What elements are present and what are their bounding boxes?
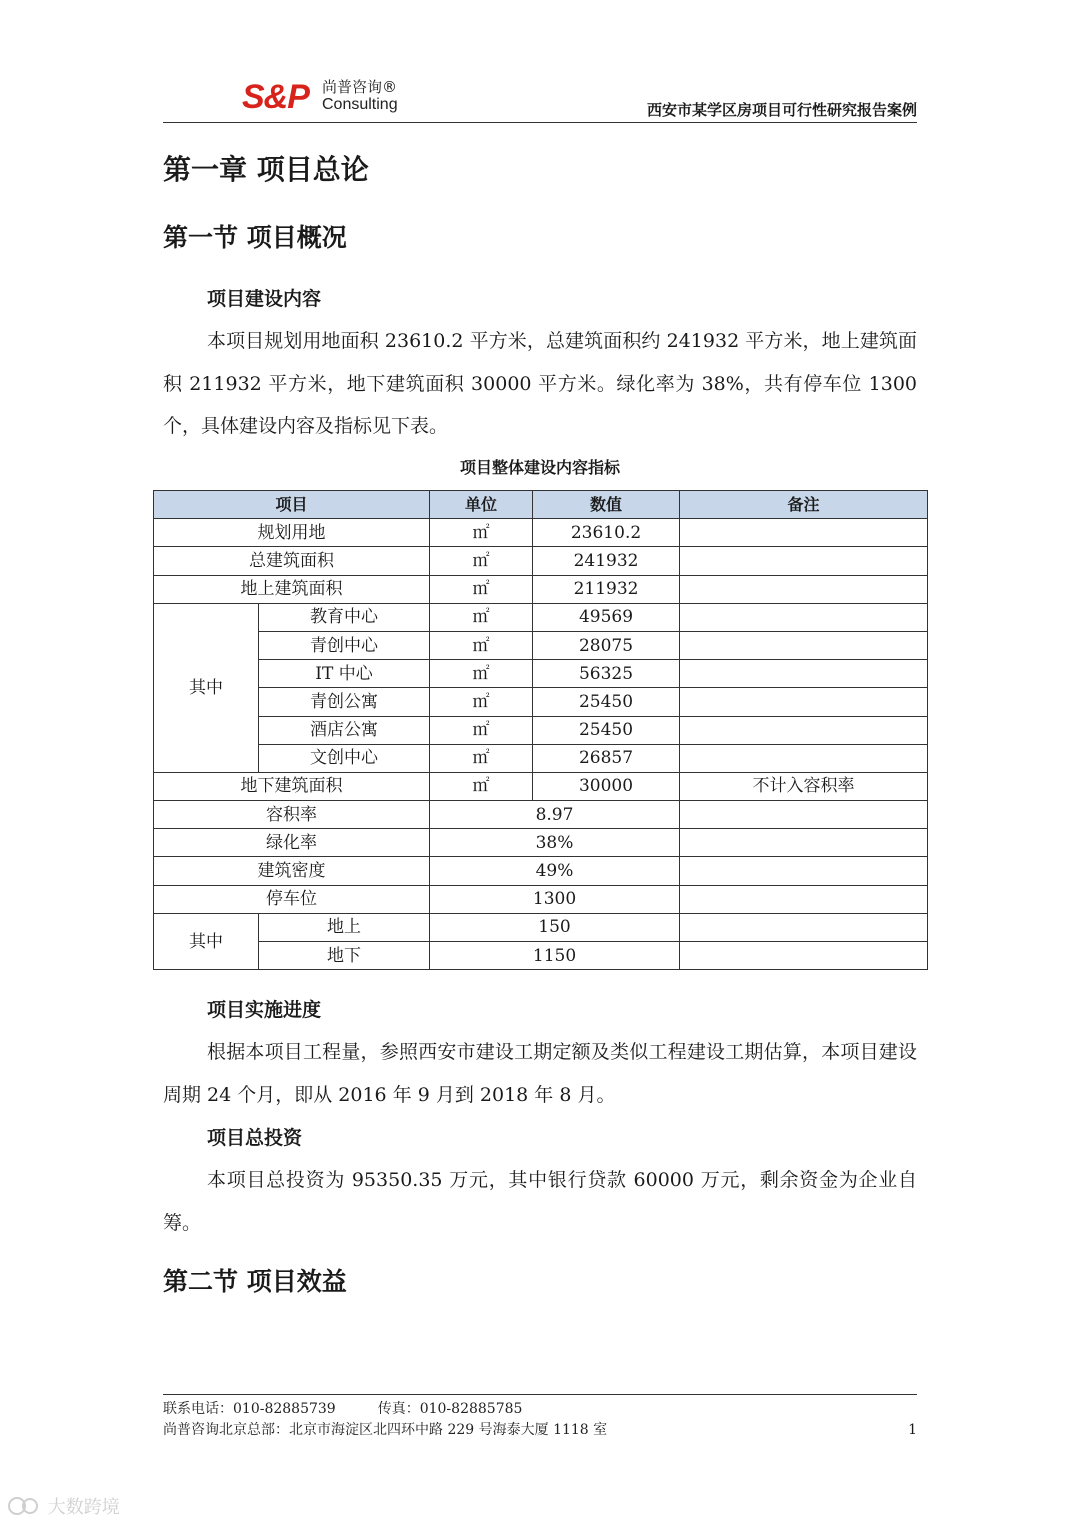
footer-address: 尚普咨询北京总部：北京市海淀区北四环中路 229 号海泰大厦 1118 室 [163, 1422, 608, 1438]
header-value: 数值 [533, 491, 680, 519]
subheading-investment: 项目总投资 [207, 1127, 303, 1149]
paragraph-construction-content: 本项目规划用地面积 23610.2 平方米，总建筑面积约 241932 平方米，地上建筑面积 211932 平方米，地下建筑面积 30000 平方米。绿化率为 38%，共有停车位 1300 个，具体建设内容及指标见下表。 [163, 330, 917, 437]
chapter-title: 第一章 项目总论 [163, 153, 369, 186]
table-row: 规划用地 ㎡ 23610.2 [154, 519, 928, 547]
section-title-overview: 第一节 项目概况 [163, 223, 347, 252]
table-row: IT 中心 ㎡ 56325 [154, 660, 928, 688]
table-row: 酒店公寓 ㎡ 25450 [154, 716, 928, 744]
logo-chinese-name: 尚普咨询® [322, 78, 398, 96]
table-row: 文创中心 ㎡ 26857 [154, 744, 928, 772]
table-row: 地上建筑面积 ㎡ 211932 [154, 575, 928, 603]
table-row: 青创中心 ㎡ 28075 [154, 631, 928, 659]
note-cell: 不计入容积率 [680, 772, 928, 800]
table-row: 其中 地上 150 [154, 913, 928, 941]
table-row: 地下 1150 [154, 942, 928, 970]
construction-indicators-table [153, 490, 928, 970]
table-row: 青创公寓 ㎡ 25450 [154, 688, 928, 716]
subheading-schedule: 项目实施进度 [207, 999, 322, 1021]
subheading-construction-content: 项目建设内容 [207, 288, 322, 310]
watermark [8, 1496, 120, 1519]
header-unit: 单位 [430, 491, 533, 519]
logo-mark: S&P [242, 78, 309, 116]
header-divider [163, 122, 917, 123]
table-caption: 项目整体建设内容指标 [459, 458, 620, 477]
table-row: 总建筑面积 ㎡ 241932 [154, 547, 928, 575]
header-note: 备注 [680, 491, 928, 519]
table-row: 容积率 8.97 [154, 801, 928, 829]
table-header-row [154, 491, 928, 519]
watermark-text: 大数跨境 [47, 1497, 120, 1518]
watermark-logo-icon [8, 1496, 42, 1516]
page-number: 1 [908, 1422, 917, 1438]
table-row: 绿化率 38% [154, 829, 928, 857]
table-row: 地下建筑面积 ㎡ 30000 不计入容积率 [154, 772, 928, 800]
section-title-benefits: 第二节 项目效益 [163, 1267, 347, 1296]
table-row: 建筑密度 49% [154, 857, 928, 885]
footer-contact: 联系电话：010-82885739 传真：010-82885785 [163, 1401, 523, 1417]
document-title: 西安市某学区房项目可行性研究报告案例 [646, 101, 917, 119]
paragraph-schedule: 根据本项目工程量，参照西安市建设工期定额及类似工程建设工期估算，本项目建设周期 24 个月，即从 2016 年 9 月到 2018 年 8 月。 [163, 1041, 917, 1106]
footer-divider [163, 1394, 917, 1395]
paragraph-investment: 本项目总投资为 95350.35 万元，其中银行贷款 60000 万元，剩余资金为企业自筹。 [163, 1169, 917, 1234]
table-row: 其中 教育中心 ㎡ 49569 [154, 603, 928, 631]
group-label: 其中 [154, 603, 259, 772]
logo-english-name: Consulting [322, 96, 398, 113]
header-item: 项目 [154, 491, 430, 519]
group-label: 其中 [154, 913, 259, 969]
table-row: 停车位 1300 [154, 885, 928, 913]
